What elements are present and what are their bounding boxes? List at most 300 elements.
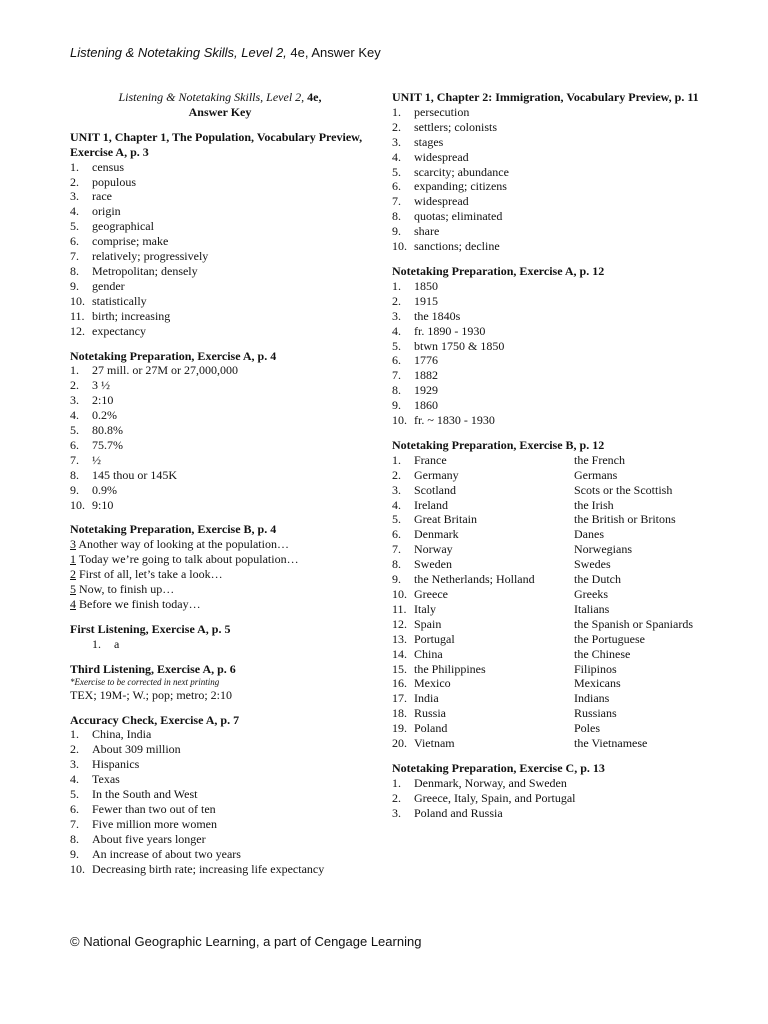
item-number: 4.: [392, 323, 401, 338]
list-item: [392, 209, 722, 224]
sequence-item: [70, 567, 370, 582]
item-answer: China, India: [92, 727, 152, 742]
list-item: [392, 368, 722, 383]
section-heading: Notetaking Preparation, Exercise B, p. 12: [392, 437, 605, 452]
item-number: 8.: [392, 209, 401, 224]
country-name: China: [414, 646, 443, 661]
item-number: 12.: [392, 616, 407, 631]
country-name: Mexico: [414, 676, 451, 691]
list-item: [392, 150, 722, 165]
country-name: India: [414, 691, 439, 706]
item-number: 9.: [70, 846, 79, 861]
nationality-name: the Spanish or Spaniards: [574, 616, 693, 631]
nationality-name: Italians: [574, 601, 610, 616]
item-answer: Fewer than two out of ten: [92, 801, 216, 816]
page-footer: © National Geographic Learning, a part of Cengage Learning: [70, 934, 422, 949]
item-number: 5.: [70, 219, 79, 234]
list-item: [392, 632, 722, 647]
section-notetaking-b-p12: [392, 438, 722, 751]
nationality-name: the Vietnamese: [574, 736, 648, 751]
nationality-name: Swedes: [574, 557, 611, 572]
item-answer: fr. 1890 - 1930: [414, 323, 486, 338]
item-answer: quotas; eliminated: [414, 209, 503, 224]
item-number: 17.: [392, 691, 407, 706]
item-number: 5.: [392, 512, 401, 527]
nationality-name: Scots or the Scottish: [574, 482, 673, 497]
section-heading: First Listening, Exercise A, p. 5: [70, 621, 231, 636]
item-number: 15.: [392, 661, 407, 676]
item-number: 1.: [70, 727, 79, 742]
list-item: [392, 587, 722, 602]
item-answer: Greece, Italy, Spain, and Portugal: [414, 790, 576, 805]
list-item: [392, 179, 722, 194]
sequence-text: Today we’re going to talk about population…: [76, 552, 299, 567]
list-item: [70, 393, 370, 408]
list-item: [70, 772, 370, 787]
item-answer: widespread: [414, 149, 469, 164]
item-number: 7.: [392, 194, 401, 209]
nationality-name: the Chinese: [574, 646, 631, 661]
list-item: [392, 294, 722, 309]
list-item: [392, 239, 722, 254]
nationality-name: the French: [574, 452, 625, 467]
header-rest: 4e, Answer Key: [286, 45, 381, 60]
list-item: [392, 691, 722, 706]
sequence-list: [70, 537, 370, 612]
item-number: 8.: [392, 557, 401, 572]
item-number: 3.: [392, 308, 401, 323]
item-answer: btwn 1750 & 1850: [414, 338, 505, 353]
section-heading: Notetaking Preparation, Exercise B, p. 4: [70, 522, 277, 537]
section-vocab-ch1: [70, 130, 370, 339]
item-number: 10.: [392, 413, 407, 428]
list-item: [392, 647, 722, 662]
nationality-name: Indians: [574, 691, 610, 706]
item-answer: sanctions; decline: [414, 239, 500, 254]
item-answer: 80.8%: [92, 423, 123, 438]
nationality-name: the Portuguese: [574, 631, 645, 646]
country-name: France: [414, 452, 447, 467]
answer-list: [70, 637, 370, 652]
country-name: Germany: [414, 467, 459, 482]
item-number: 16.: [392, 676, 407, 691]
item-number: 4.: [70, 204, 79, 219]
list-item: [392, 602, 722, 617]
list-item: [70, 742, 370, 757]
item-number: 2.: [392, 119, 401, 134]
list-item: [392, 721, 722, 736]
country-name: Italy: [414, 601, 436, 616]
list-item: [392, 194, 722, 209]
item-answer: populous: [92, 174, 137, 189]
item-number: 2.: [70, 174, 79, 189]
item-number: 1.: [392, 775, 401, 790]
item-number: 13.: [392, 631, 407, 646]
item-number: 1.: [392, 452, 401, 467]
list-item: [70, 249, 370, 264]
sequence-text: Before we finish today…: [76, 597, 201, 611]
item-number: 9.: [70, 278, 79, 293]
item-answer: race: [92, 189, 112, 204]
list-item: [70, 363, 370, 378]
list-item: [392, 662, 722, 677]
section-accuracy-check: [70, 713, 370, 877]
right-column: [392, 90, 722, 831]
title-answer-key: Answer Key: [188, 104, 252, 119]
sequence-item: [70, 537, 370, 552]
nationality-name: Russians: [574, 706, 617, 721]
item-number: 1.: [392, 104, 401, 119]
list-item: [70, 727, 370, 742]
list-item: [70, 219, 370, 234]
nationality-name: Norwegians: [574, 542, 632, 557]
item-number: 4.: [392, 497, 401, 512]
nationality-name: Danes: [574, 527, 604, 542]
list-item: [392, 468, 722, 483]
country-name: Sweden: [414, 557, 452, 572]
list-item: [70, 832, 370, 847]
list-item: [392, 512, 722, 527]
list-item: [70, 787, 370, 802]
item-answer: An increase of about two years: [92, 846, 241, 861]
item-number: 3.: [392, 482, 401, 497]
list-item: [392, 806, 722, 821]
item-answer: fr. ~ 1830 - 1930: [414, 413, 495, 428]
item-number: 3.: [70, 189, 79, 204]
item-number: 8.: [392, 383, 401, 398]
country-name: Russia: [414, 706, 447, 721]
item-answer: expanding; citizens: [414, 179, 507, 194]
list-item: [392, 736, 722, 751]
item-answer: 1882: [414, 368, 438, 383]
answer-list: [70, 363, 370, 512]
nationality-name: Greeks: [574, 587, 608, 601]
nationality-name: Germans: [574, 467, 618, 482]
answer-list: [392, 776, 722, 821]
item-answer: origin: [92, 204, 121, 219]
item-answer: 1929: [414, 383, 438, 398]
item-answer: share: [414, 224, 440, 239]
section-heading: Notetaking Preparation, Exercise A, p. 12: [392, 263, 605, 278]
item-answer: In the South and West: [92, 787, 198, 802]
list-item: [70, 498, 370, 513]
list-item: [392, 339, 722, 354]
list-item: [70, 483, 370, 498]
item-number: 2.: [392, 790, 401, 805]
list-item: [392, 706, 722, 721]
item-answer: gender: [92, 278, 125, 293]
sequence-text: Another way of looking at the population…: [76, 537, 289, 552]
list-item: [392, 572, 722, 587]
list-item: [70, 802, 370, 817]
item-number: 6.: [70, 437, 79, 452]
section-third-listening: [70, 662, 370, 703]
list-item: [70, 847, 370, 862]
item-number: 4.: [392, 149, 401, 164]
sequence-text: First of all, let’s take a look…: [76, 567, 223, 582]
sequence-number: 5: [70, 582, 76, 597]
list-item: [392, 309, 722, 324]
item-number: 8.: [70, 467, 79, 482]
list-item: [392, 413, 722, 428]
title-italic: Listening & Notetaking Skills, Level 2,: [118, 90, 305, 104]
list-item: [392, 224, 722, 239]
item-number: 5.: [70, 787, 79, 802]
sequence-number: 2: [70, 567, 76, 582]
item-answer: a: [114, 636, 120, 651]
item-answer: widespread: [414, 194, 469, 209]
item-number: 1.: [392, 278, 401, 293]
list-item: [392, 324, 722, 339]
item-number: 7.: [70, 249, 79, 264]
country-name: Denmark: [414, 527, 459, 542]
list-item: [70, 378, 370, 393]
list-item: [70, 757, 370, 772]
item-number: 7.: [392, 542, 401, 557]
item-number: 2.: [392, 293, 401, 308]
item-number: 2.: [70, 742, 79, 757]
country-nationality-list: [392, 453, 722, 751]
list-item: [392, 105, 722, 120]
item-number: 5.: [70, 423, 79, 438]
sequence-number: 1: [70, 552, 76, 567]
item-number: 6.: [70, 801, 79, 816]
section-first-listening: [70, 622, 370, 652]
country-name: Greece: [414, 587, 448, 601]
item-number: 6.: [392, 353, 401, 368]
item-number: 6.: [392, 179, 401, 194]
section-heading: UNIT 1, Chapter 2: Immigration, Vocabulary Preview, p. 11: [392, 90, 699, 104]
section-vocab-ch2: [392, 90, 722, 254]
item-answer: the 1840s: [414, 308, 461, 323]
nationality-name: Mexicans: [574, 676, 621, 691]
nationality-name: Filipinos: [574, 661, 617, 676]
item-number: 5.: [392, 338, 401, 353]
item-number: 12.: [70, 323, 85, 338]
item-number: 11.: [70, 308, 85, 323]
item-number: 14.: [392, 646, 407, 661]
list-item: [70, 175, 370, 190]
item-number: 9.: [392, 398, 401, 413]
page-header: [70, 45, 381, 60]
item-number: 11.: [392, 601, 407, 616]
item-answer: 9:10: [92, 497, 114, 512]
country-name: Vietnam: [414, 736, 455, 751]
list-item: [392, 617, 722, 632]
correction-note: *Exercise to be corrected in next printing: [70, 676, 220, 687]
list-item: [392, 398, 722, 413]
section-heading: UNIT 1, Chapter 1, The Population, Vocabulary Preview, Exercise A, p. 3: [70, 129, 363, 159]
item-answer: 1776: [414, 353, 438, 368]
list-item: [392, 483, 722, 498]
item-number: 7.: [392, 368, 401, 383]
list-item: [70, 453, 370, 468]
item-number: 1.: [92, 636, 101, 651]
section-heading: Third Listening, Exercise A, p. 6: [70, 661, 236, 676]
answer-list: [392, 105, 722, 254]
list-item: [392, 527, 722, 542]
country-name: Great Britain: [414, 512, 477, 527]
sequence-item: [70, 597, 370, 612]
country-name: the Philippines: [414, 661, 486, 676]
item-number: 2.: [392, 467, 401, 482]
sequence-text: Now, to finish up…: [76, 582, 175, 597]
list-item: [392, 791, 722, 806]
item-number: 3.: [70, 393, 79, 408]
item-answer: Poland and Russia: [414, 805, 503, 820]
sequence-item: [70, 552, 370, 567]
section-heading: Notetaking Preparation, Exercise A, p. 4: [70, 348, 277, 363]
item-number: 3.: [392, 134, 401, 149]
item-answer: statistically: [92, 293, 147, 308]
item-number: 7.: [70, 816, 79, 831]
item-answer: About five years longer: [92, 831, 206, 846]
list-item: [70, 817, 370, 832]
item-answer: persecution: [414, 104, 470, 119]
item-answer: About 309 million: [92, 742, 181, 757]
item-answer: 2:10: [92, 393, 114, 408]
country-name: Poland: [414, 721, 448, 736]
item-answer: Metropolitan; densely: [92, 263, 198, 278]
list-item: [392, 776, 722, 791]
sequence-item: [70, 582, 370, 597]
item-number: 19.: [392, 721, 407, 736]
item-answer: census: [92, 159, 124, 174]
item-answer: relatively; progressively: [92, 249, 209, 264]
item-answer: 75.7%: [92, 437, 123, 452]
title-edition: 4e,: [304, 90, 322, 104]
section-notetaking-b-p4: [70, 522, 370, 611]
item-number: 6.: [392, 527, 401, 542]
item-number: 8.: [70, 263, 79, 278]
item-answer: scarcity; abundance: [414, 164, 509, 179]
nationality-name: the British or Britons: [574, 512, 676, 527]
list-item: [392, 165, 722, 180]
list-item: [70, 324, 370, 339]
section-heading: Accuracy Check, Exercise A, p. 7: [70, 712, 240, 727]
item-answer: 1850: [414, 278, 438, 293]
list-item: [70, 279, 370, 294]
item-answer: 3 ½: [92, 378, 110, 393]
item-answer: settlers; colonists: [414, 119, 497, 134]
item-number: 4.: [70, 408, 79, 423]
list-item: [70, 862, 370, 877]
section-heading: Notetaking Preparation, Exercise C, p. 13: [392, 760, 605, 775]
list-item: [392, 453, 722, 468]
country-name: Ireland: [414, 497, 448, 512]
left-column: [70, 90, 370, 887]
item-answer: geographical: [92, 219, 154, 234]
item-answer: 1860: [414, 398, 438, 413]
item-number: 8.: [70, 831, 79, 846]
country-name: Portugal: [414, 631, 455, 646]
item-answer: comprise; make: [92, 234, 169, 249]
item-number: 1.: [70, 363, 79, 378]
item-answer: 145 thou or 145K: [92, 467, 177, 482]
country-name: Norway: [414, 542, 453, 557]
item-answer: 0.9%: [92, 482, 117, 497]
list-item: [70, 468, 370, 483]
item-answer: Decreasing birth rate; increasing life expectancy: [92, 861, 325, 876]
item-answer: ½: [92, 452, 101, 467]
list-item: [70, 294, 370, 309]
list-item: [70, 309, 370, 324]
item-answer: 1915: [414, 293, 438, 308]
list-item: [392, 542, 722, 557]
item-number: 9.: [392, 224, 401, 239]
item-answer: Texas: [92, 772, 120, 787]
item-answer: Five million more women: [92, 816, 217, 831]
item-number: 5.: [392, 164, 401, 179]
list-item: [392, 676, 722, 691]
list-item: [392, 120, 722, 135]
list-item: [70, 189, 370, 204]
country-name: the Netherlands; Holland: [414, 572, 535, 587]
list-item: [392, 498, 722, 513]
list-item: [70, 204, 370, 219]
item-answer: birth; increasing: [92, 308, 171, 323]
list-item: [70, 637, 370, 652]
item-number: 9.: [392, 572, 401, 587]
section-notetaking-a-p4: [70, 349, 370, 513]
list-item: [70, 408, 370, 423]
item-number: 10.: [392, 239, 407, 254]
item-number: 10.: [392, 587, 407, 601]
item-answer: Hispanics: [92, 757, 140, 772]
item-number: 7.: [70, 452, 79, 467]
item-number: 10.: [70, 497, 85, 512]
item-answer: 0.2%: [92, 408, 117, 423]
list-item: [392, 383, 722, 398]
document-title: [70, 90, 370, 120]
item-answer: stages: [414, 134, 444, 149]
list-item: [392, 135, 722, 150]
header-italic: Listening & Notetaking Skills, Level 2,: [70, 45, 287, 60]
list-item: [392, 557, 722, 572]
item-number: 2.: [70, 378, 79, 393]
nationality-name: the Irish: [574, 497, 614, 512]
sequence-number: 4: [70, 597, 76, 611]
item-number: 3.: [392, 805, 401, 820]
item-number: 10.: [70, 293, 85, 308]
item-number: 9.: [70, 482, 79, 497]
item-number: 18.: [392, 706, 407, 721]
list-item: [70, 423, 370, 438]
item-answer: expectancy: [92, 323, 146, 338]
country-name: Scotland: [414, 482, 456, 497]
list-item: [70, 234, 370, 249]
third-listening-answer: TEX; 19M-; W.; pop; metro; 2:10: [70, 687, 232, 702]
list-item: [392, 353, 722, 368]
sequence-number: 3: [70, 537, 76, 552]
list-item: [392, 279, 722, 294]
item-answer: 27 mill. or 27M or 27,000,000: [92, 363, 238, 378]
list-item: [70, 438, 370, 453]
item-answer: Denmark, Norway, and Sweden: [414, 775, 567, 790]
item-number: 20.: [392, 736, 407, 751]
section-notetaking-c-p13: [392, 761, 722, 821]
section-notetaking-a-p12: [392, 264, 722, 428]
item-number: 1.: [70, 159, 79, 174]
answer-list: [70, 727, 370, 876]
country-name: Spain: [414, 616, 442, 631]
answer-list: [70, 160, 370, 339]
nationality-name: Poles: [574, 721, 601, 736]
list-item: [70, 160, 370, 175]
item-number: 6.: [70, 234, 79, 249]
item-number: 10.: [70, 861, 85, 876]
item-number: 4.: [70, 772, 79, 787]
